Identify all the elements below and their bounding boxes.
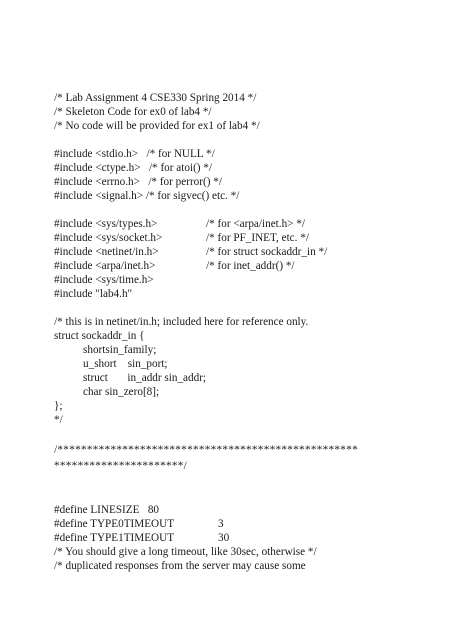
code-line: };	[54, 400, 63, 412]
include-comment: /* for <arpa/inet.h> */	[206, 218, 305, 230]
code-line: /* Skeleton Code for ex0 of lab4 */	[54, 106, 212, 118]
code-line: /* this is in netinet/in.h; included here for reference only.	[54, 316, 309, 328]
code-line: #include <sys/types.h>	[54, 218, 158, 230]
code-line: #include "lab4.h"	[54, 288, 133, 300]
code-line: u_short sin_port;	[83, 358, 168, 370]
timeout-value: 3	[218, 518, 224, 530]
code-line: #include <netinet/in.h>	[54, 246, 159, 258]
code-line: #include <sys/time.h>	[54, 274, 154, 286]
code-line: #include <arpa/inet.h>	[54, 260, 156, 272]
code-line: /* No code will be provided for ex1 of lab4 */	[54, 120, 260, 132]
include-comment: /* for inet_addr() */	[206, 260, 295, 272]
code-line: /* duplicated responses from the server may cause some	[54, 560, 306, 572]
code-line: */	[54, 414, 63, 426]
code-line: #include <errno.h> /* for perror() */	[54, 176, 222, 188]
code-line: **********************/	[54, 460, 188, 472]
code-line: #include <sys/socket.h>	[54, 232, 163, 244]
code-line: #include <signal.h> /* for sigvec() etc. */	[54, 190, 240, 202]
code-line: struct sockaddr_in {	[54, 330, 145, 342]
include-comment: /* for struct sockaddr_in */	[206, 246, 328, 258]
include-comment: /* for PF_INET, etc. */	[206, 232, 309, 244]
code-line: struct in_addr sin_addr;	[83, 372, 207, 384]
timeout-value: 30	[218, 532, 230, 544]
code-line: #include <stdio.h> /* for NULL */	[54, 148, 215, 160]
code-line: /***************************************************	[54, 444, 358, 456]
code-line: #include <ctype.h> /* for atoi() */	[54, 162, 213, 174]
code-line: #define LINESIZE 80	[54, 504, 160, 516]
code-line: /* Lab Assignment 4 CSE330 Spring 2014 */	[54, 92, 257, 104]
code-line: #define TYPE0TIMEOUT	[54, 518, 175, 530]
code-line: char sin_zero[8];	[83, 386, 160, 398]
code-line: /* You should give a long timeout, like 30sec, otherwise */	[54, 546, 317, 558]
code-line: #define TYPE1TIMEOUT	[54, 532, 175, 544]
code-line: shortsin_family;	[83, 344, 157, 356]
